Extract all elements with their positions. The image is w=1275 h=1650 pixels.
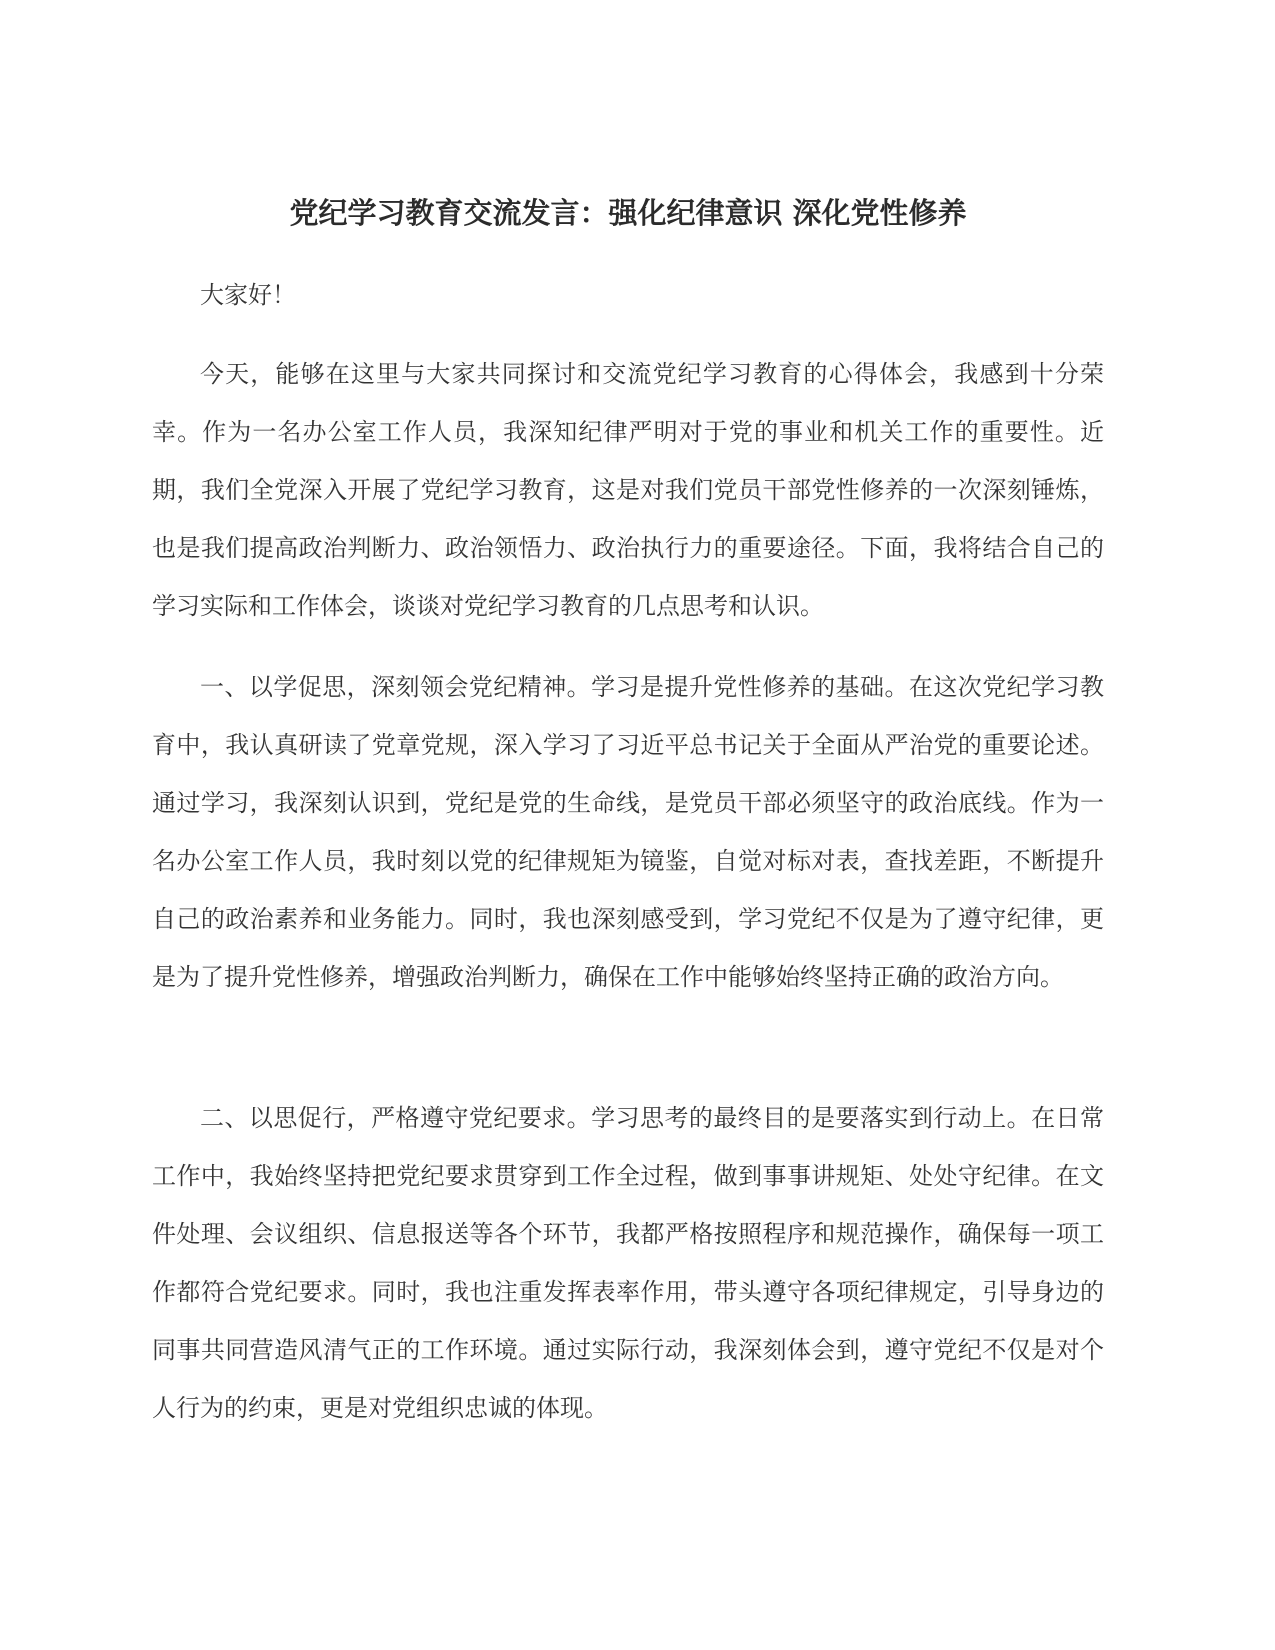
paragraph-section-one: 一、以学促思，深刻领会党纪精神。学习是提升党性修养的基础。在这次党纪学习教育中，我认真研读了党章党规，深入学习了习近平总书记关于全面从严治党的重要论述。通过学习，我深刻认识到，党纪是党的生命线，是党员干部必须坚守的政治底线。作为一名办公室工作人员，我时刻以党的纪律规矩为镜鉴，自觉对标对表，查找差距，不断提升自己的政治素养和业务能力。同时，我也深刻感受到，学习党纪不仅是为了遵守纪律，更是为了提升党性修养，增强政治判断力，确保在工作中能够始终坚持正确的政治方向。	[152, 673, 1104, 991]
paragraph-section-two: 二、以思促行，严格遵守党纪要求。学习思考的最终目的是要落实到行动上。在日常工作中，我始终坚持把党纪要求贯穿到工作全过程，做到事事讲规矩、处处守纪律。在文件处理、会议组织、信息报送等各个环节，我都严格按照程序和规范操作，确保每一项工作都符合党纪要求。同时，我也注重发挥表率作用，带头遵守各项纪律规定，引导身边的同事共同营造风清气正的工作环境。通过实际行动，我深刻体会到，遵守党纪不仅是对个人行为的约束，更是对党组织忠诚的体现。	[152, 1104, 1104, 1422]
page-title: 党纪学习教育交流发言：强化纪律意识 深化党性修养	[289, 196, 967, 230]
paragraph-intro: 今天，能够在这里与大家共同探讨和交流党纪学习教育的心得体会，我感到十分荣幸。作为一名办公室工作人员，我深知纪律严明对于党的事业和机关工作的重要性。近期，我们全党深入开展了党纪学习教育，这是对我们党员干部党性修养的一次深刻锤炼，也是我们提高政治判断力、政治领悟力、政治执行力的重要途径。下面，我将结合自己的学习实际和工作体会，谈谈对党纪学习教育的几点思考和认识。	[152, 360, 1104, 620]
greeting: 大家好！	[200, 281, 296, 309]
